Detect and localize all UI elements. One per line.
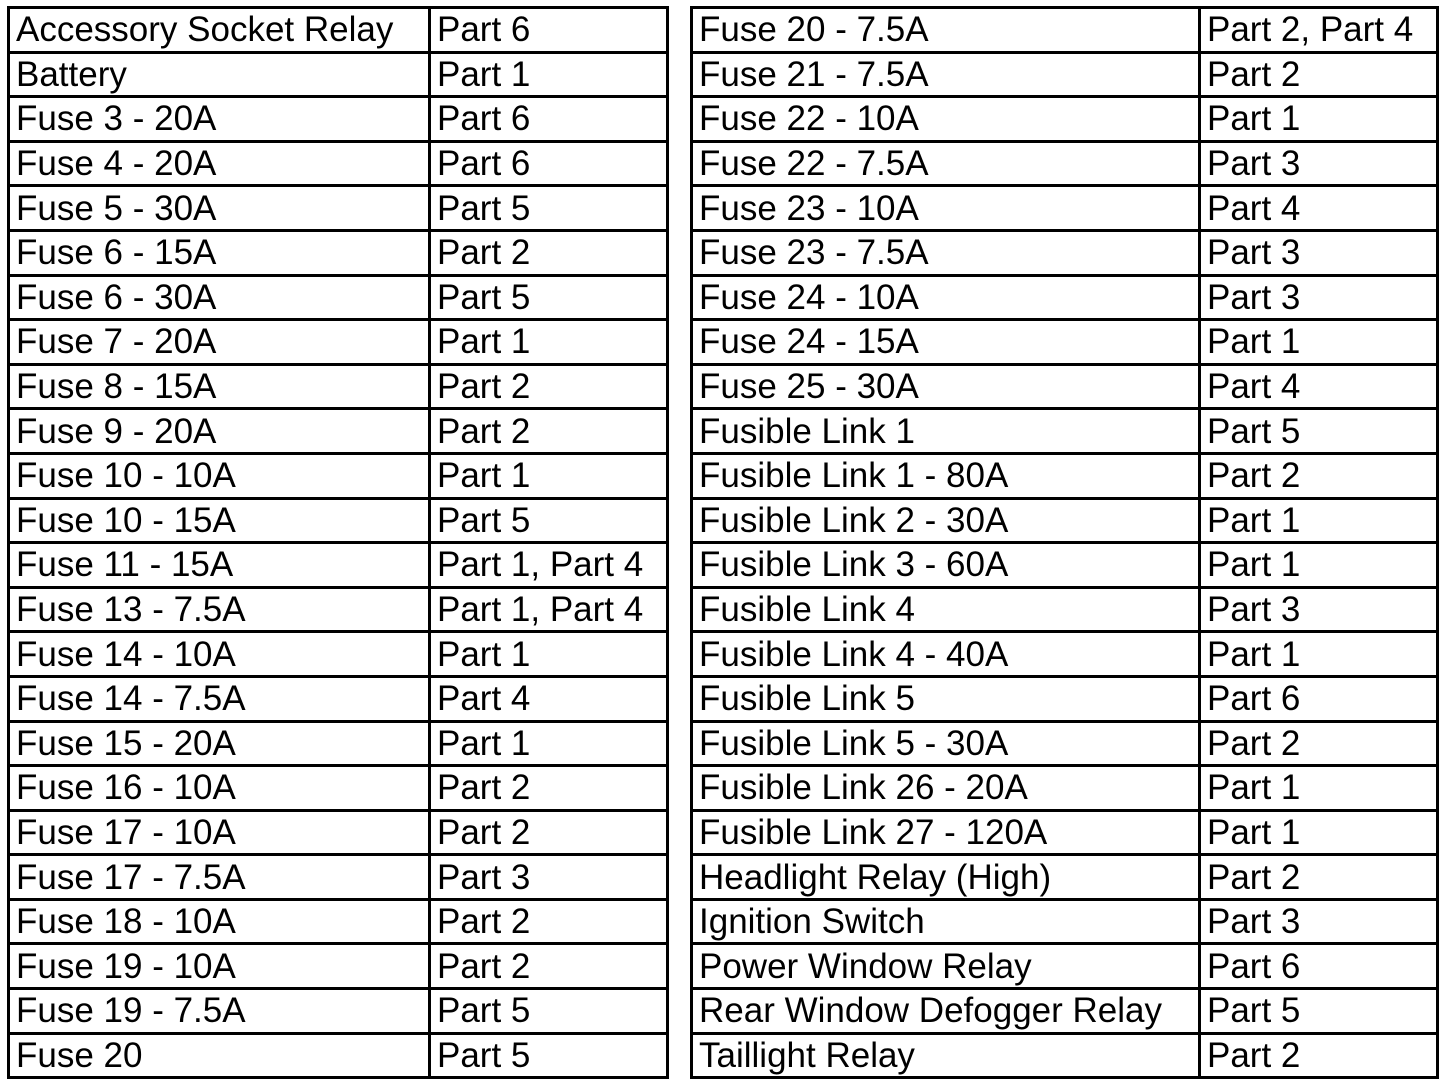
- component-name-cell: Fusible Link 1 - 80A: [692, 453, 1200, 498]
- component-name-cell: Headlight Relay (High): [692, 855, 1200, 900]
- table-row: [9, 97, 668, 142]
- table-row: [9, 989, 668, 1034]
- part-reference-cell: Part 5: [430, 275, 668, 320]
- part-reference-cell: Part 1: [430, 320, 668, 365]
- part-reference-cell: Part 1: [1200, 97, 1438, 142]
- component-name-cell: Fuse 24 - 15A: [692, 320, 1200, 365]
- part-reference-cell: Part 5: [430, 989, 668, 1034]
- table-row: [692, 364, 1438, 409]
- part-reference-cell: Part 2: [1200, 1033, 1438, 1078]
- part-reference-cell: Part 4: [1200, 186, 1438, 231]
- part-reference-cell: Part 1: [1200, 766, 1438, 811]
- part-reference-cell: Part 3: [1200, 141, 1438, 186]
- part-reference-cell: Part 4: [1200, 364, 1438, 409]
- table-row: [692, 543, 1438, 588]
- component-name-cell: Fuse 13 - 7.5A: [9, 587, 430, 632]
- table-row: [692, 989, 1438, 1034]
- part-reference-cell: Part 5: [430, 186, 668, 231]
- component-name-cell: Fuse 6 - 30A: [9, 275, 430, 320]
- part-reference-cell: Part 3: [1200, 899, 1438, 944]
- table-row: [692, 230, 1438, 275]
- table-row: [9, 766, 668, 811]
- table-row: [9, 721, 668, 766]
- part-reference-cell: Part 2, Part 4: [1200, 8, 1438, 53]
- table-row: [9, 1033, 668, 1078]
- component-name-cell: Fuse 7 - 20A: [9, 320, 430, 365]
- component-name-cell: Fuse 10 - 15A: [9, 498, 430, 543]
- component-name-cell: Rear Window Defogger Relay: [692, 989, 1200, 1034]
- part-reference-cell: Part 5: [430, 1033, 668, 1078]
- part-reference-cell: Part 6: [430, 141, 668, 186]
- part-reference-cell: Part 5: [1200, 989, 1438, 1034]
- component-name-cell: Fuse 25 - 30A: [692, 364, 1200, 409]
- component-name-cell: Fusible Link 5: [692, 676, 1200, 721]
- part-reference-cell: Part 3: [430, 855, 668, 900]
- part-reference-cell: Part 1: [430, 52, 668, 97]
- component-name-cell: Fuse 3 - 20A: [9, 97, 430, 142]
- component-name-cell: Fuse 16 - 10A: [9, 766, 430, 811]
- part-reference-cell: Part 2: [430, 364, 668, 409]
- component-name-cell: Accessory Socket Relay: [9, 8, 430, 53]
- component-name-cell: Fusible Link 5 - 30A: [692, 721, 1200, 766]
- component-name-cell: Taillight Relay: [692, 1033, 1200, 1078]
- table-row: [692, 186, 1438, 231]
- part-reference-cell: Part 1: [1200, 810, 1438, 855]
- component-name-cell: Fuse 21 - 7.5A: [692, 52, 1200, 97]
- table-row: [692, 97, 1438, 142]
- part-reference-cell: Part 2: [430, 230, 668, 275]
- part-reference-cell: Part 2: [430, 409, 668, 454]
- table-row: [692, 275, 1438, 320]
- table-row: [9, 320, 668, 365]
- component-name-cell: Fuse 6 - 15A: [9, 230, 430, 275]
- table-row: [9, 587, 668, 632]
- part-reference-cell: Part 6: [430, 97, 668, 142]
- component-name-cell: Fusible Link 27 - 120A: [692, 810, 1200, 855]
- table-row: [692, 810, 1438, 855]
- table-row: [692, 320, 1438, 365]
- component-name-cell: Fuse 5 - 30A: [9, 186, 430, 231]
- part-reference-cell: Part 1: [430, 453, 668, 498]
- part-reference-cell: Part 2: [1200, 855, 1438, 900]
- part-reference-cell: Part 1: [1200, 543, 1438, 588]
- table-row: [692, 899, 1438, 944]
- table-row: [9, 275, 668, 320]
- component-name-cell: Fuse 17 - 10A: [9, 810, 430, 855]
- table-row: [9, 676, 668, 721]
- right-index-table: [690, 6, 1439, 1079]
- part-reference-cell: Part 1: [1200, 498, 1438, 543]
- part-reference-cell: Part 6: [430, 8, 668, 53]
- component-name-cell: Fusible Link 4: [692, 587, 1200, 632]
- table-row: [692, 721, 1438, 766]
- component-name-cell: Ignition Switch: [692, 899, 1200, 944]
- component-name-cell: Fuse 24 - 10A: [692, 275, 1200, 320]
- component-name-cell: Fuse 19 - 10A: [9, 944, 430, 989]
- part-reference-cell: Part 1, Part 4: [430, 543, 668, 588]
- part-reference-cell: Part 3: [1200, 587, 1438, 632]
- part-reference-cell: Part 1: [430, 721, 668, 766]
- table-row: [692, 587, 1438, 632]
- table-row: [9, 409, 668, 454]
- component-name-cell: Fuse 15 - 20A: [9, 721, 430, 766]
- table-row: [692, 1033, 1438, 1078]
- component-name-cell: Fuse 4 - 20A: [9, 141, 430, 186]
- component-name-cell: Fusible Link 4 - 40A: [692, 632, 1200, 677]
- table-row: [9, 543, 668, 588]
- table-row: [692, 52, 1438, 97]
- table-row: [692, 409, 1438, 454]
- component-name-cell: Fuse 23 - 7.5A: [692, 230, 1200, 275]
- part-reference-cell: Part 3: [1200, 230, 1438, 275]
- component-name-cell: Fuse 8 - 15A: [9, 364, 430, 409]
- part-reference-cell: Part 5: [430, 498, 668, 543]
- table-row: [9, 186, 668, 231]
- component-name-cell: Power Window Relay: [692, 944, 1200, 989]
- table-row: [692, 8, 1438, 53]
- table-row: [692, 498, 1438, 543]
- table-row: [9, 453, 668, 498]
- component-name-cell: Fuse 19 - 7.5A: [9, 989, 430, 1034]
- left-index-body: [9, 8, 668, 1078]
- table-row: [692, 453, 1438, 498]
- component-name-cell: Fuse 11 - 15A: [9, 543, 430, 588]
- part-reference-cell: Part 2: [1200, 453, 1438, 498]
- component-name-cell: Fuse 17 - 7.5A: [9, 855, 430, 900]
- table-row: [9, 810, 668, 855]
- part-reference-cell: Part 2: [1200, 721, 1438, 766]
- component-name-cell: Fusible Link 26 - 20A: [692, 766, 1200, 811]
- table-row: [692, 676, 1438, 721]
- part-reference-cell: Part 2: [430, 766, 668, 811]
- table-row: [692, 632, 1438, 677]
- part-reference-cell: Part 4: [430, 676, 668, 721]
- table-row: [9, 364, 668, 409]
- part-reference-cell: Part 2: [430, 899, 668, 944]
- table-row: [9, 52, 668, 97]
- part-reference-cell: Part 1: [430, 632, 668, 677]
- table-row: [692, 944, 1438, 989]
- table-row: [9, 230, 668, 275]
- table-row: [9, 498, 668, 543]
- component-name-cell: Fuse 20 - 7.5A: [692, 8, 1200, 53]
- table-row: [9, 141, 668, 186]
- component-name-cell: Fuse 22 - 10A: [692, 97, 1200, 142]
- part-reference-cell: Part 3: [1200, 275, 1438, 320]
- table-row: [9, 8, 668, 53]
- component-name-cell: Fuse 14 - 7.5A: [9, 676, 430, 721]
- component-name-cell: Fuse 14 - 10A: [9, 632, 430, 677]
- table-row: [692, 855, 1438, 900]
- component-name-cell: Fusible Link 3 - 60A: [692, 543, 1200, 588]
- component-name-cell: Battery: [9, 52, 430, 97]
- table-row: [9, 632, 668, 677]
- left-index-table: [7, 6, 669, 1079]
- component-name-cell: Fuse 18 - 10A: [9, 899, 430, 944]
- component-name-cell: Fuse 23 - 10A: [692, 186, 1200, 231]
- part-reference-cell: Part 1: [1200, 632, 1438, 677]
- table-row: [9, 944, 668, 989]
- table-row: [692, 766, 1438, 811]
- part-reference-cell: Part 2: [430, 810, 668, 855]
- component-name-cell: Fuse 10 - 10A: [9, 453, 430, 498]
- part-reference-cell: Part 1, Part 4: [430, 587, 668, 632]
- part-reference-cell: Part 2: [1200, 52, 1438, 97]
- part-reference-cell: Part 2: [430, 944, 668, 989]
- right-index-body: [692, 8, 1438, 1078]
- part-reference-cell: Part 1: [1200, 320, 1438, 365]
- part-reference-cell: Part 5: [1200, 409, 1438, 454]
- component-name-cell: Fuse 9 - 20A: [9, 409, 430, 454]
- table-row: [9, 899, 668, 944]
- part-reference-cell: Part 6: [1200, 676, 1438, 721]
- component-name-cell: Fuse 22 - 7.5A: [692, 141, 1200, 186]
- table-row: [9, 855, 668, 900]
- component-name-cell: Fuse 20: [9, 1033, 430, 1078]
- component-name-cell: Fusible Link 1: [692, 409, 1200, 454]
- table-row: [692, 141, 1438, 186]
- part-reference-cell: Part 6: [1200, 944, 1438, 989]
- component-name-cell: Fusible Link 2 - 30A: [692, 498, 1200, 543]
